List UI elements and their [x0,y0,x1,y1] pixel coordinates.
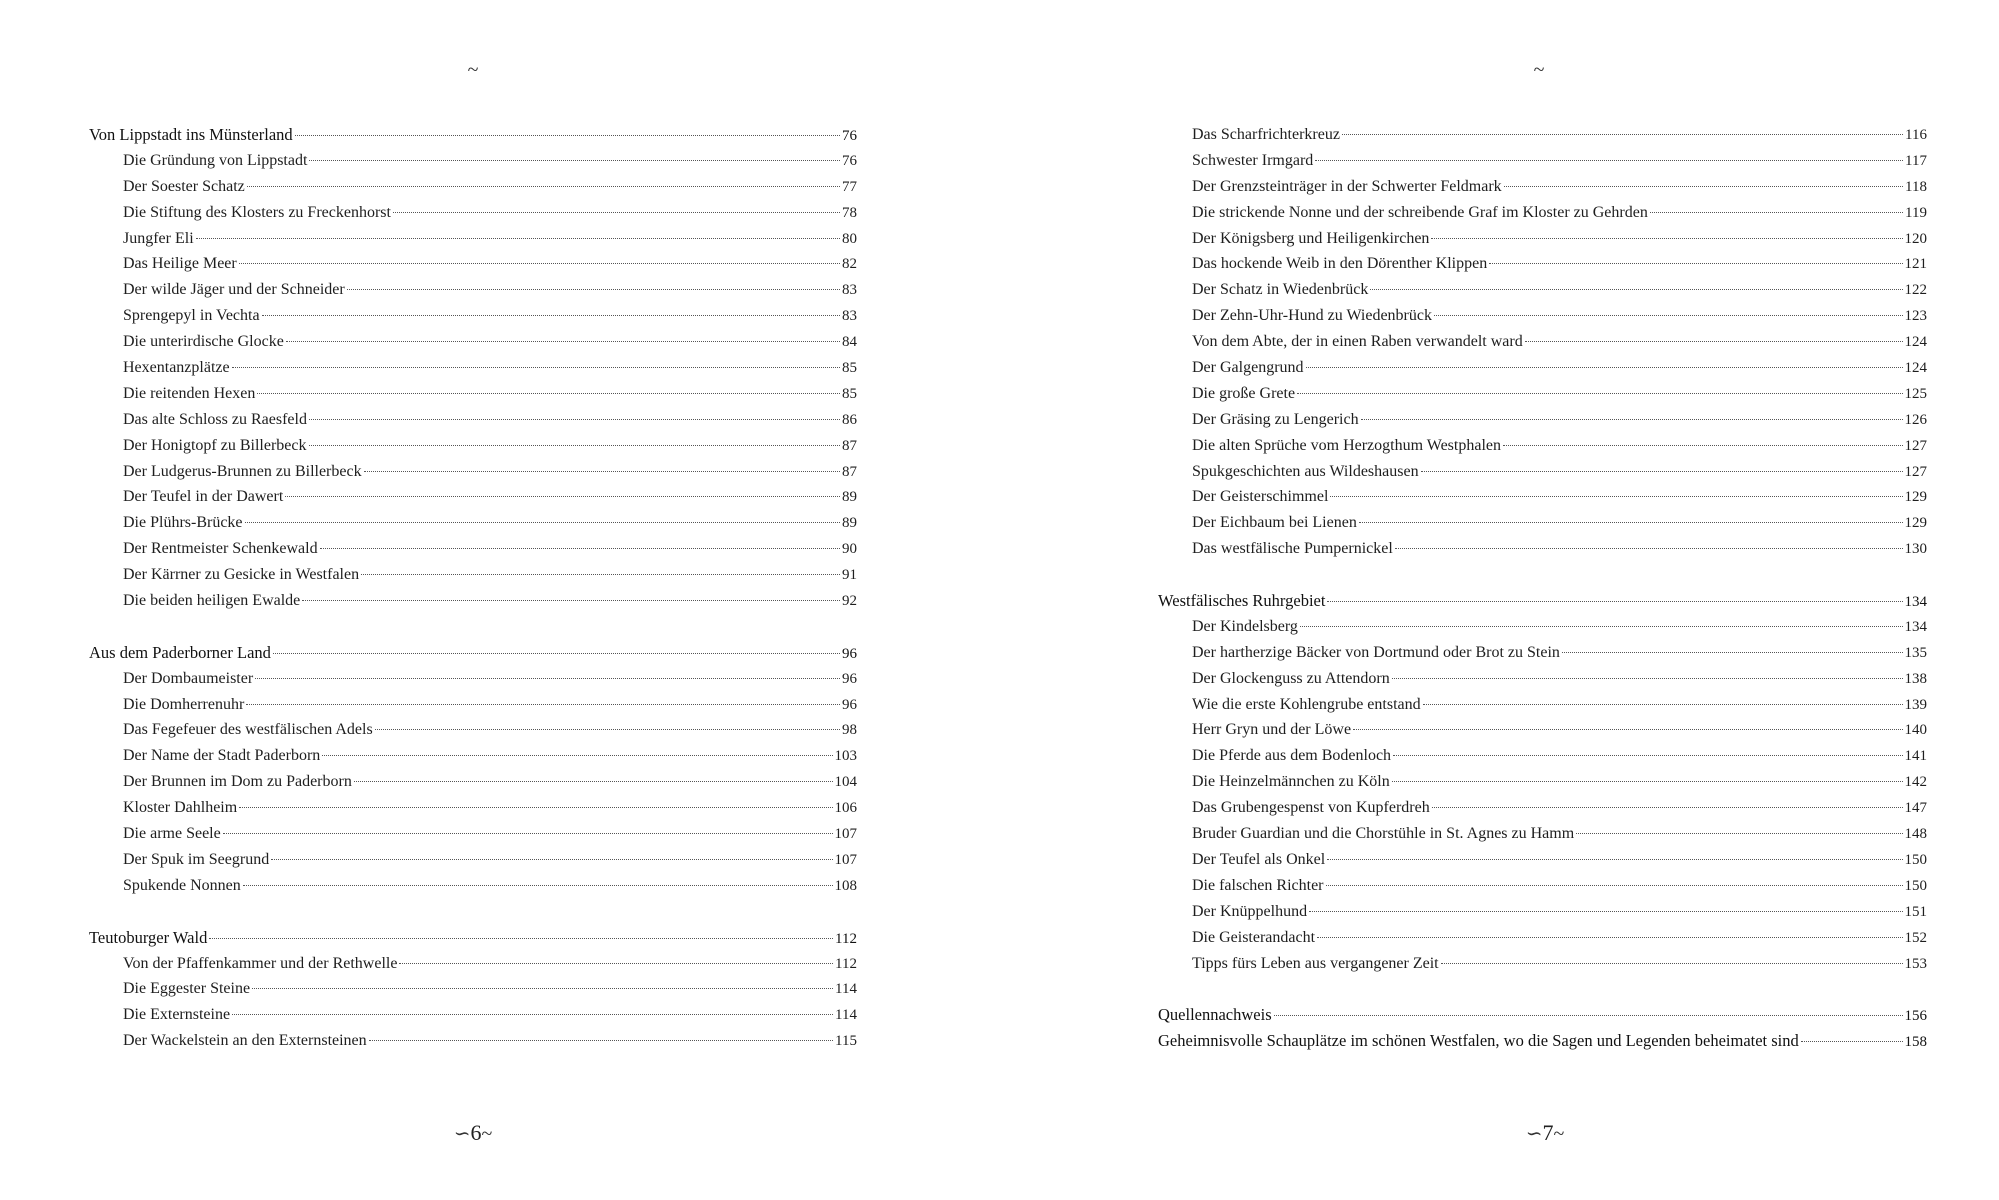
toc-entry[interactable] [1158,329,1927,355]
toc-entry-page: 130 [1904,541,1927,558]
toc-entry[interactable] [1158,510,1927,536]
toc-entry-title: Das Heilige Meer [123,255,237,273]
toc-entry[interactable] [1158,899,1927,925]
dot-leader [232,367,840,368]
dot-leader [273,653,840,654]
toc-entry[interactable] [1158,381,1927,407]
toc-entry[interactable] [89,562,857,588]
toc-entry-title: Der Knüppelhund [1192,902,1308,920]
toc-entry-title: Der Dombaumeister [123,669,254,687]
dot-leader [1317,937,1902,938]
toc-entry-title: Das Grubengespenst von Kupferdreh [1192,799,1430,817]
toc-entry[interactable] [1158,666,1927,692]
toc-entry-page: 150 [1904,851,1927,868]
toc-entry-page: 150 [1904,877,1927,894]
dot-leader [1421,471,1903,472]
toc-entry-page: 152 [1904,929,1927,946]
toc-entry-page: 103 [834,748,857,765]
toc-entry[interactable] [1158,614,1927,640]
toc-entry[interactable] [1158,769,1927,795]
toc-entry-page: 106 [834,800,857,817]
toc-entry-page: 84 [842,334,857,351]
toc-entry-title: Hexentanzplätze [123,359,230,377]
dot-leader [271,859,832,860]
toc-entry-title: Die Plührs-Brücke [123,514,243,532]
dot-leader [257,393,840,394]
toc-entry[interactable] [1158,122,1927,148]
dot-leader [1330,496,1902,497]
toc-entry[interactable] [1158,743,1927,769]
dot-leader [245,522,840,523]
toc-entry-page: 85 [842,385,857,402]
toc-entry-page: 115 [835,1033,857,1050]
dot-leader [209,938,833,939]
page-number [1485,1118,1605,1149]
toc-entry[interactable] [1158,433,1927,459]
toc-entry[interactable] [1158,484,1927,510]
toc-entry-title: Die Heinzelmännchen zu Köln [1192,773,1390,791]
toc-entry-title: Der Kärrner zu Gesicke in Westfalen [123,566,360,584]
toc-entry-title: Schwester Irmgard [1192,151,1314,169]
toc-entry-page: 124 [1904,360,1927,377]
toc-entry-page: 98 [842,722,857,739]
toc-entry[interactable] [89,821,857,847]
toc-entry-title: Der Teufel als Onkel [1192,850,1326,868]
folio-number: 6 [470,1120,482,1145]
dot-leader [1434,315,1903,316]
toc-entry-page: 151 [1904,903,1927,920]
toc-entry[interactable] [1158,692,1927,718]
toc-entry[interactable] [89,743,857,769]
toc-entry-page: 90 [842,541,857,558]
toc-entry-page: 89 [842,489,857,506]
toc-entry-page: 76 [842,128,857,144]
toc-entry-title: Der Galgengrund [1192,359,1304,377]
toc-entry-page: 147 [1904,800,1927,817]
dot-leader [1309,911,1902,912]
dot-leader [1393,755,1902,756]
dot-leader [399,963,833,964]
toc-entry[interactable] [89,510,857,536]
toc-entry[interactable] [89,536,857,562]
dot-leader [1300,626,1903,627]
dot-leader [309,160,840,161]
toc-entry-page: 76 [842,152,857,169]
toc-entry-page: 123 [1904,308,1927,325]
toc-entry-title: Tipps fürs Leben aus vergangener Zeit [1192,954,1439,972]
toc-entry-page: 114 [835,1007,857,1024]
toc-entry[interactable] [89,226,857,252]
toc-entry[interactable] [1158,174,1927,200]
toc-entry-page: 135 [1904,644,1927,661]
toc-section-heading[interactable] [89,640,857,666]
toc-section-heading[interactable] [89,122,857,148]
toc-entry-title: Der Geisterschimmel [1192,488,1329,506]
toc-entry-title: Von dem Abte, der in einen Raben verwandelt ward [1192,333,1523,351]
folio-ornament-left: ∽ [453,1123,471,1145]
dot-leader [1327,859,1902,860]
right-page [1000,0,1999,1200]
dot-leader [1504,186,1903,187]
toc-entry[interactable] [89,200,857,226]
toc-entry-page: 129 [1904,489,1927,506]
toc-entry-title: Die unterirdische Glocke [123,333,284,351]
toc-entry-page: 107 [834,826,857,843]
toc-entry[interactable] [89,381,857,407]
dot-leader [302,600,840,601]
toc-list [1158,122,1927,1054]
dot-leader [1432,807,1903,808]
toc-entry-title: Die reitenden Hexen [123,384,256,402]
toc-entry-page: 83 [842,308,857,325]
toc-entry-page: 148 [1904,826,1927,843]
dot-leader [239,263,840,264]
dot-leader [295,135,840,136]
toc-entry-title: Das Scharfrichterkreuz [1192,126,1340,143]
toc-entry-page: 138 [1904,670,1927,687]
dot-leader [1441,963,1903,964]
toc-entry-page: 122 [1904,282,1927,299]
toc-entry-title: Der Gräsing zu Lengerich [1192,410,1359,428]
dot-leader [232,1014,833,1015]
toc-entry-title: Der Teufel in der Dawert [123,488,284,506]
dot-leader [1525,341,1903,342]
dot-leader [1801,1041,1903,1042]
toc-entry-title: Die Externsteine [123,1006,231,1024]
toc-entry-page: 116 [1905,127,1927,143]
toc-entry[interactable] [89,951,857,977]
toc-entry[interactable] [1158,226,1927,252]
toc-entry[interactable] [1158,251,1927,277]
toc-entry-page: 125 [1904,385,1927,402]
folio-number: 7 [1542,1120,1554,1145]
toc-entry-title: Das westfälische Pumpernickel [1192,540,1393,558]
toc-entry-page: 96 [842,645,857,662]
toc-entry-page: 127 [1904,463,1927,480]
toc-entry-page: 114 [835,981,857,998]
toc-entry-page: 127 [1904,437,1927,454]
toc-entry-page: 96 [842,696,857,713]
toc-entry-title: Der Brunnen im Dom zu Paderborn [123,773,352,791]
dot-leader [1306,367,1903,368]
toc-entry[interactable] [1158,847,1927,873]
dot-leader [262,315,840,316]
toc-entry-title: Teutoburger Wald [89,927,208,947]
toc-entry-title: Die Pferde aus dem Bodenloch [1192,747,1392,765]
dot-leader [1327,601,1902,602]
toc-entry-title: Der Grenzsteinträger in der Schwerter Feldmark [1192,177,1502,195]
toc-entry-page: 156 [1904,1008,1927,1025]
toc-entry-title: Westfälisches Ruhrgebiet [1158,591,1326,611]
dot-leader [1431,238,1902,239]
toc-entry-page: 126 [1904,411,1927,428]
toc-entry-title: Die arme Seele [123,825,221,843]
toc-entry-page: 107 [834,851,857,868]
folio-ornament-right: ~ [1553,1123,1565,1145]
toc-entry-title: Die falschen Richter [1192,876,1324,894]
toc-entry[interactable] [89,484,857,510]
dot-leader [252,988,833,989]
toc-entry-title: Die Geisterandacht [1192,928,1316,946]
toc-entry-title: Der wilde Jäger und der Schneider [123,281,345,299]
toc-entry[interactable] [1158,821,1927,847]
toc-entry-page: 124 [1904,334,1927,351]
toc-entry[interactable] [89,692,857,718]
folio-ornament-left: ∽ [1525,1123,1543,1145]
toc-entry-title: Der Schatz in Wiedenbrück [1192,281,1369,299]
folio-ornament-right: ~ [481,1123,493,1145]
toc-entry-page: 158 [1904,1034,1927,1051]
toc-entry-page: 80 [842,230,857,247]
toc-entry-page: 153 [1904,955,1927,972]
toc-entry[interactable] [89,459,857,485]
toc-entry[interactable] [89,1028,857,1054]
dot-leader [1274,1015,1903,1016]
toc-entry-page: 87 [842,463,857,480]
toc-entry-page: 134 [1904,594,1927,611]
toc-entry-title: Der Rentmeister Schenkewald [123,540,318,558]
toc-entry-title: Die Stiftung des Klosters zu Freckenhorst [123,203,391,221]
dot-leader [1392,678,1903,679]
toc-entry[interactable] [89,873,857,899]
toc-entry-page: 134 [1904,618,1927,635]
toc-entry-title: Der Wackelstein an den Externsteinen [123,1032,367,1050]
dot-leader [1489,263,1902,264]
toc-section-heading[interactable] [89,925,857,951]
toc-entry-title: Herr Gryn und der Löwe [1192,721,1352,739]
toc-entry[interactable] [1158,951,1927,977]
toc-entry[interactable] [89,1002,857,1028]
toc-entry-title: Die Gründung von Lippstadt [123,151,308,169]
toc-entry-title: Spukende Nonnen [123,876,241,894]
toc-entry[interactable] [1158,355,1927,381]
dot-leader [196,238,840,239]
toc-entry-title: Die Domherrenuhr [123,695,245,713]
dot-leader [223,833,833,834]
toc-entry-page: 96 [842,670,857,687]
toc-entry-title: Der Zehn-Uhr-Hund zu Wiedenbrück [1192,307,1432,325]
dot-leader [243,885,833,886]
toc-entry-title: Das hockende Weib in den Dörenther Klippen [1192,255,1488,273]
toc-entry-page: 140 [1904,722,1927,739]
toc-entry-page: 142 [1904,774,1927,791]
toc-entry-page: 83 [842,282,857,299]
toc-entry[interactable] [89,795,857,821]
toc-entry[interactable] [1158,717,1927,743]
dot-leader [322,755,832,756]
dot-leader [1297,393,1902,394]
toc-entry-title: Die strickende Nonne und der schreibende Graf im Kloster zu Gehrden [1192,203,1648,221]
dot-leader [246,704,840,705]
toc-entry-page: 108 [834,877,857,894]
toc-entry-page: 92 [842,593,857,610]
toc-entry[interactable] [1158,536,1927,562]
toc-entry-title: Spukgeschichten aus Wildeshausen [1192,462,1419,480]
toc-entry[interactable] [1158,303,1927,329]
toc-entry-page: 112 [835,930,857,947]
toc-entry-title: Der Honigtopf zu Billerbeck [123,436,307,454]
dot-leader [1503,445,1903,446]
toc-entry-title: Bruder Guardian und die Chorstühle in St. Agnes zu Hamm [1192,825,1575,843]
dot-leader [247,186,840,187]
dot-leader [1359,522,1903,523]
dot-leader [393,212,840,213]
toc-entry-title: Das Fegefeuer des westfälischen Adels [123,721,373,739]
toc-entry[interactable] [1158,925,1927,951]
toc-entry-page: 112 [835,955,857,972]
toc-entry-page: 129 [1904,515,1927,532]
toc-entry[interactable] [89,666,857,692]
dot-leader [1353,729,1902,730]
toc-entry-title: Von Lippstadt ins Münsterland [89,125,293,144]
toc-entry-page: 121 [1904,256,1927,273]
dot-leader [1342,134,1903,135]
dot-leader [1392,781,1903,782]
toc-entry-page: 117 [1905,152,1927,169]
toc-entry-page: 86 [842,411,857,428]
dot-leader [1370,289,1902,290]
toc-entry-title: Die Eggester Steine [123,980,251,998]
toc-entry-page: 89 [842,515,857,532]
toc-entry[interactable] [89,847,857,873]
toc-entry-title: Quellennachweis [1158,1005,1272,1025]
dot-leader [285,496,840,497]
toc-entry[interactable] [89,717,857,743]
toc-entry[interactable] [1158,795,1927,821]
toc-entry-title: Von der Pfaffenkammer und der Rethwelle [123,954,398,972]
dot-leader [1361,419,1903,420]
toc-entry-page: 119 [1905,204,1927,221]
toc-entry[interactable] [1158,200,1927,226]
dot-leader [309,419,840,420]
toc-list [89,122,857,1054]
toc-section-heading[interactable] [1158,1002,1927,1028]
toc-entry-title: Sprengepyl in Vechta [123,307,260,325]
dot-leader [320,548,840,549]
toc-entry[interactable] [1158,277,1927,303]
toc-section-heading[interactable] [1158,588,1927,614]
toc-entry[interactable] [1158,873,1927,899]
toc-entry-page: 120 [1904,230,1927,247]
dot-leader [239,807,832,808]
toc-entry[interactable] [89,329,857,355]
toc-entry-page: 78 [842,204,857,221]
toc-entry-page: 82 [842,256,857,273]
dot-leader [1326,885,1903,886]
toc-entry-title: Aus dem Paderborner Land [89,642,271,662]
toc-entry-page: 118 [1905,178,1927,195]
toc-entry-title: Der hartherzige Bäcker von Dortmund oder Brot zu Stein [1192,643,1560,661]
dot-leader [1650,212,1903,213]
toc-entry[interactable] [1158,459,1927,485]
toc-entry[interactable] [89,588,857,614]
toc-entry-title: Der Soester Schatz [123,177,245,195]
toc-entry-page: 87 [842,437,857,454]
toc-entry-title: Das alte Schloss zu Raesfeld [123,410,307,428]
dot-leader [354,781,833,782]
toc-entry-title: Der Name der Stadt Paderborn [123,747,321,765]
toc-section-heading[interactable] [1158,1028,1927,1054]
toc-entry-title: Wie die erste Kohlengrube entstand [1192,695,1421,713]
toc-entry-title: Die große Grete [1192,384,1296,402]
toc-entry[interactable] [89,355,857,381]
top-ornament: ~ [1533,59,1545,81]
toc-entry-page: 91 [842,567,857,584]
toc-entry-page: 139 [1904,696,1927,713]
toc-entry-page: 104 [834,774,857,791]
dot-leader [255,678,840,679]
toc-entry-title: Der Ludgerus-Brunnen zu Billerbeck [123,462,362,480]
dot-leader [369,1040,833,1041]
dot-leader [347,289,840,290]
toc-entry-title: Der Kindelsberg [1192,617,1298,635]
toc-entry[interactable] [1158,640,1927,666]
toc-entry[interactable] [89,174,857,200]
toc-entry-title: Jungfer Eli [123,229,194,247]
page-number [413,1118,533,1149]
dot-leader [1576,833,1902,834]
toc-entry-title: Der Eichbaum bei Lienen [1192,514,1357,532]
dot-leader [375,729,840,730]
toc-entry-title: Die alten Sprüche vom Herzogthum Westphalen [1192,436,1501,454]
dot-leader [1562,652,1903,653]
toc-entry-title: Der Spuk im Seegrund [123,850,270,868]
toc-entry[interactable] [1158,148,1927,174]
dot-leader [1315,160,1903,161]
dot-leader [309,445,841,446]
toc-entry-title: Der Königsberg und Heiligenkirchen [1192,229,1430,247]
top-ornament: ~ [467,59,479,81]
toc-entry-title: Die beiden heiligen Ewalde [123,592,301,610]
dot-leader [364,471,840,472]
toc-entry-title: Der Glockenguss zu Attendorn [1192,669,1390,687]
toc-entry[interactable] [89,277,857,303]
toc-entry[interactable] [89,251,857,277]
dot-leader [286,341,840,342]
toc-entry[interactable] [89,407,857,433]
toc-entry[interactable] [89,433,857,459]
dot-leader [1423,704,1903,705]
dot-leader [1395,548,1903,549]
toc-entry-page: 77 [842,178,857,195]
toc-entry[interactable] [1158,407,1927,433]
toc-entry[interactable] [89,769,857,795]
toc-entry[interactable] [89,976,857,1002]
toc-entry-title: Kloster Dahlheim [123,799,238,817]
toc-entry[interactable] [89,148,857,174]
toc-entry[interactable] [89,303,857,329]
dot-leader [361,574,840,575]
toc-entry-page: 85 [842,360,857,377]
toc-entry-page: 141 [1904,748,1927,765]
toc-entry-title: Geheimnisvolle Schauplätze im schönen Westfalen, wo die Sagen und Legenden beheimatet sind [1158,1031,1799,1051]
